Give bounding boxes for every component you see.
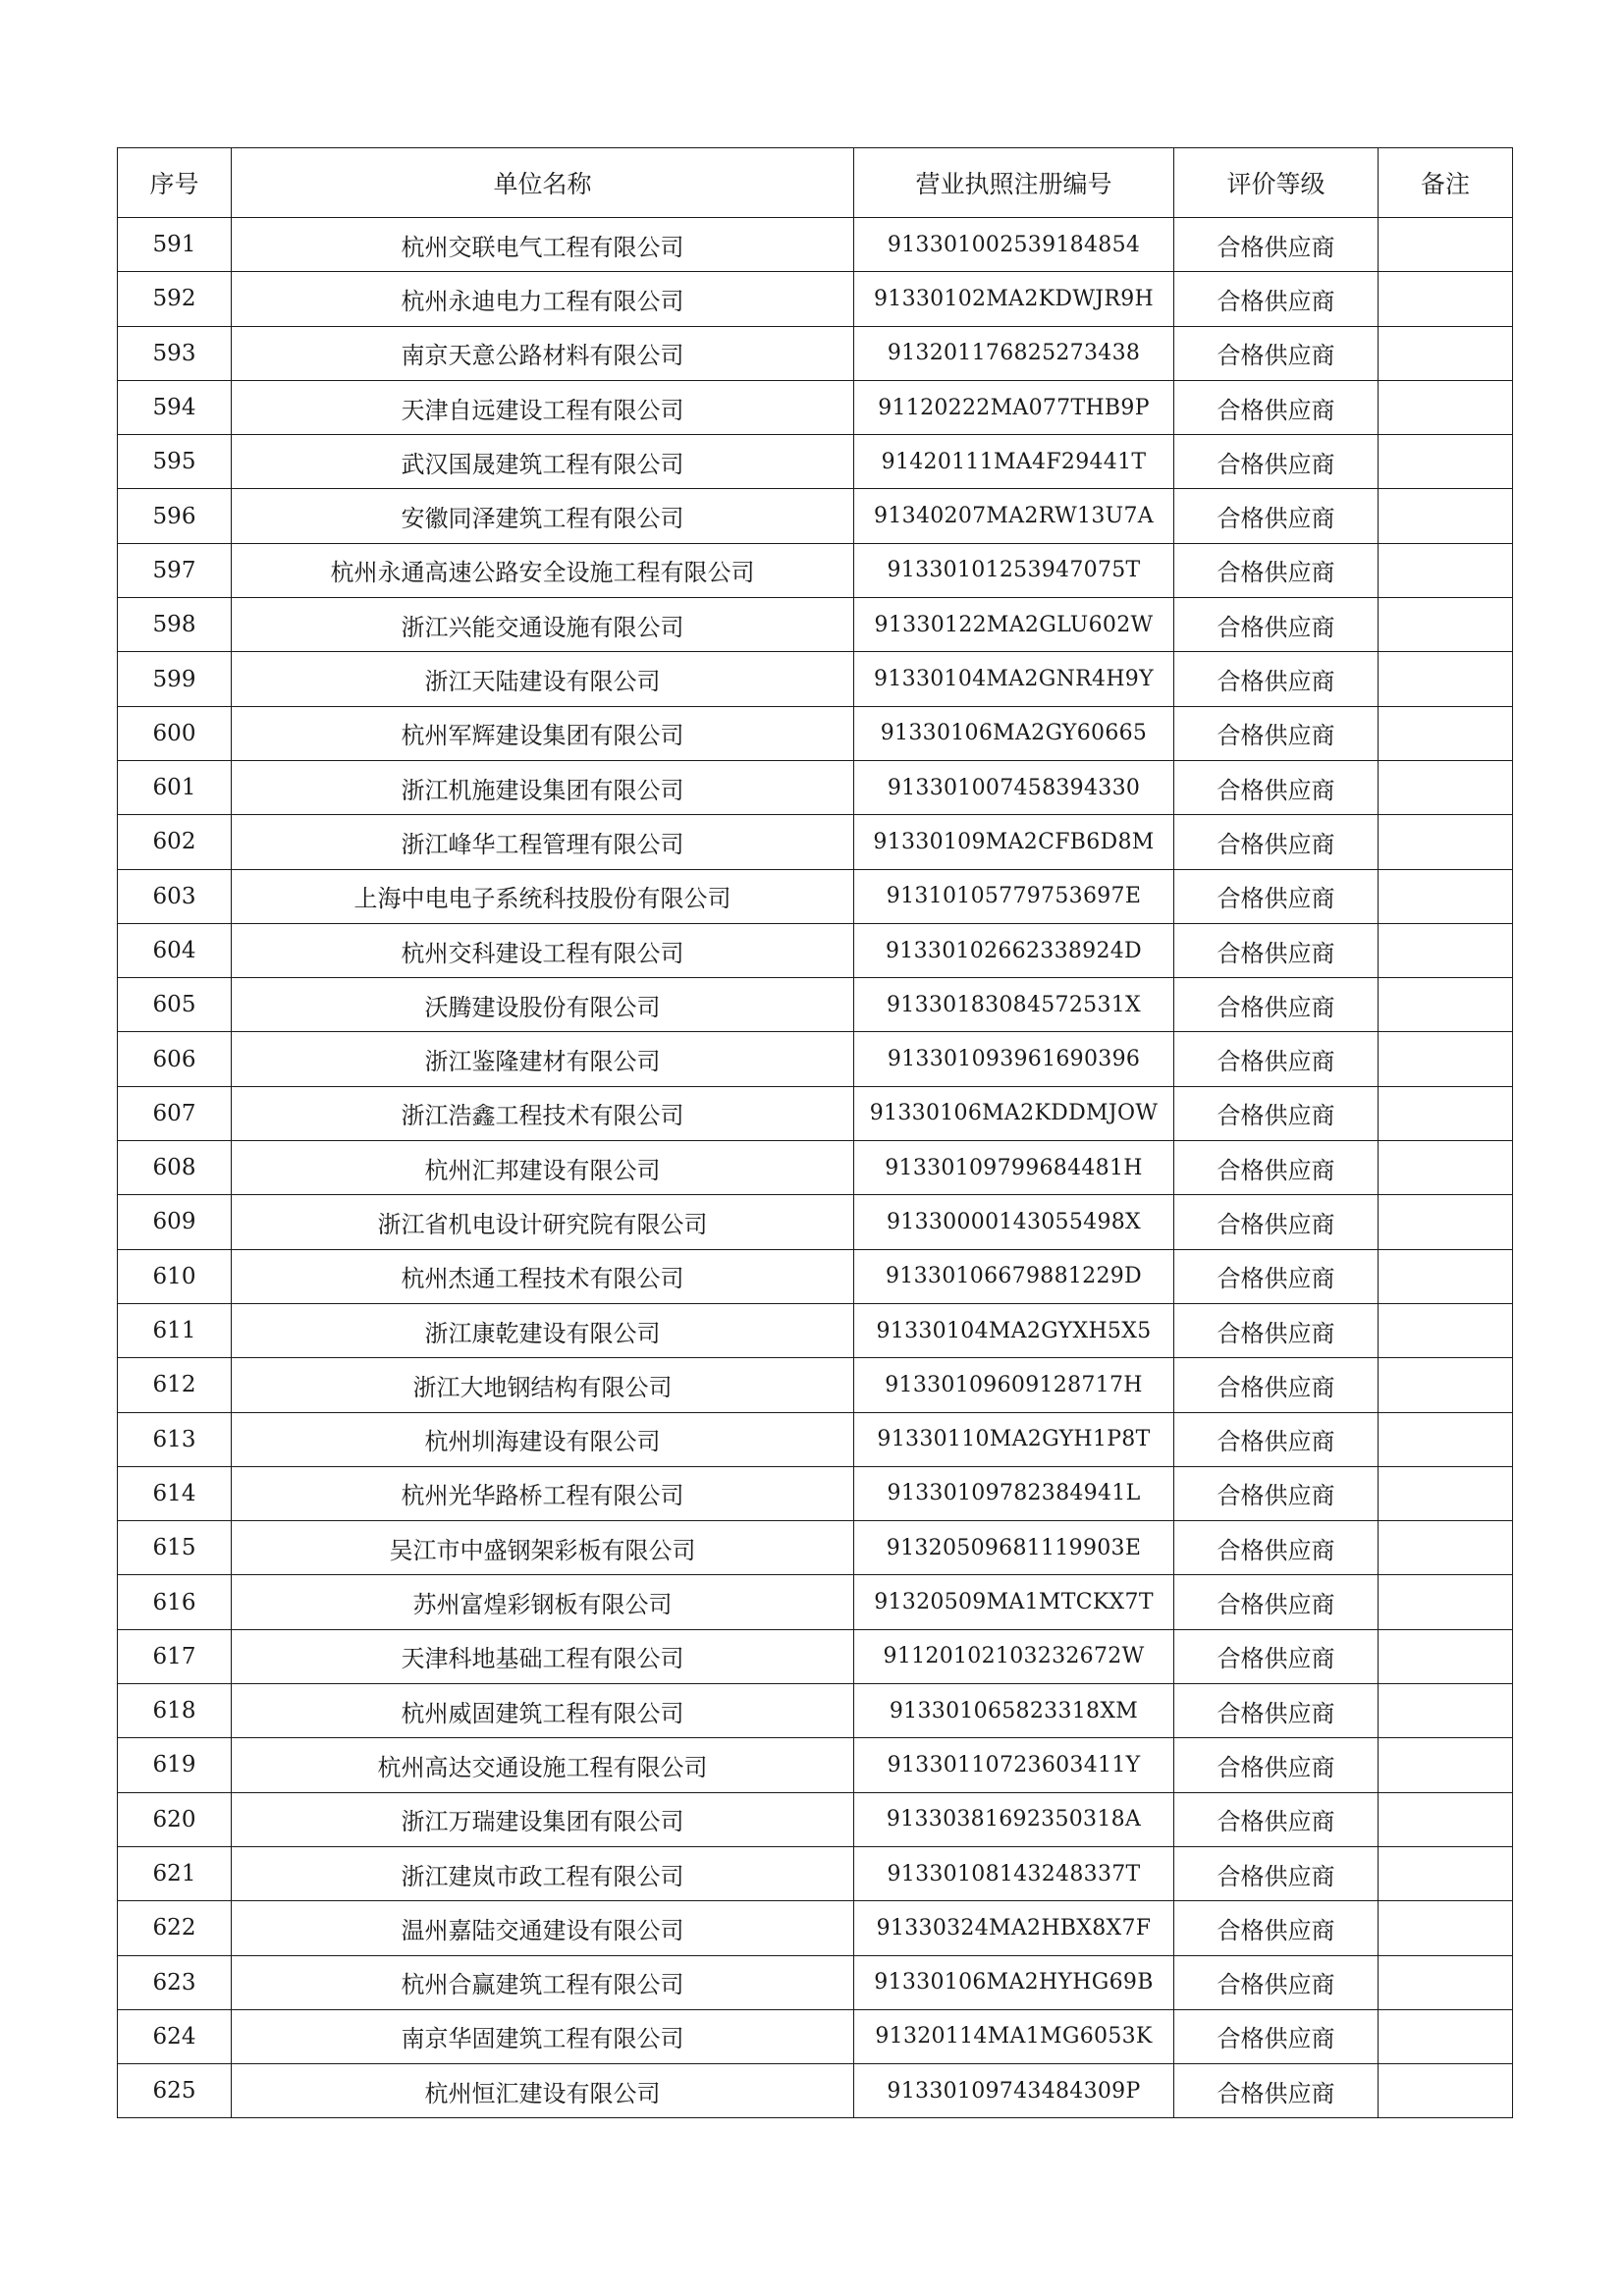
table-row xyxy=(118,489,1513,543)
cell-license-number: 91320509MA1MTCKX7T xyxy=(854,1575,1174,1629)
cell-seq: 602 xyxy=(118,815,232,869)
cell-grade: 合格供应商 xyxy=(1174,598,1379,652)
cell-grade: 合格供应商 xyxy=(1174,1955,1379,2009)
header-remark: 备注 xyxy=(1379,148,1513,218)
cell-grade: 合格供应商 xyxy=(1174,652,1379,706)
cell-remark xyxy=(1379,1358,1513,1412)
table-row xyxy=(118,1846,1513,1900)
header-row xyxy=(118,148,1513,218)
cell-license-number: 91330381692350318A xyxy=(854,1792,1174,1846)
table-row xyxy=(118,1141,1513,1195)
cell-company-name: 浙江大地钢结构有限公司 xyxy=(232,1358,854,1412)
table-header xyxy=(118,148,1513,218)
cell-license-number: 91340207MA2RW13U7A xyxy=(854,489,1174,543)
cell-seq: 616 xyxy=(118,1575,232,1629)
cell-company-name: 杭州恒汇建设有限公司 xyxy=(232,2064,854,2118)
table-row xyxy=(118,1032,1513,1086)
cell-seq: 612 xyxy=(118,1358,232,1412)
cell-remark xyxy=(1379,1032,1513,1086)
cell-company-name: 杭州永迪电力工程有限公司 xyxy=(232,272,854,326)
cell-grade: 合格供应商 xyxy=(1174,489,1379,543)
cell-company-name: 苏州富煌彩钢板有限公司 xyxy=(232,1575,854,1629)
cell-company-name: 南京天意公路材料有限公司 xyxy=(232,326,854,380)
table-row xyxy=(118,272,1513,326)
cell-remark xyxy=(1379,1141,1513,1195)
cell-license-number: 91330000143055498X xyxy=(854,1195,1174,1249)
cell-license-number: 91120102103232672W xyxy=(854,1629,1174,1683)
cell-license-number: 91330106679881229D xyxy=(854,1249,1174,1303)
cell-grade: 合格供应商 xyxy=(1174,815,1379,869)
cell-license-number: 91330106MA2KDDMJOW xyxy=(854,1086,1174,1140)
cell-seq: 619 xyxy=(118,1738,232,1792)
table-row xyxy=(118,1303,1513,1357)
cell-company-name: 浙江峰华工程管理有限公司 xyxy=(232,815,854,869)
header-seq: 序号 xyxy=(118,148,232,218)
cell-grade: 合格供应商 xyxy=(1174,1195,1379,1249)
cell-grade: 合格供应商 xyxy=(1174,706,1379,760)
table-row xyxy=(118,1575,1513,1629)
cell-seq: 607 xyxy=(118,1086,232,1140)
cell-company-name: 浙江省机电设计研究院有限公司 xyxy=(232,1195,854,1249)
cell-license-number: 913301007458394330 xyxy=(854,760,1174,814)
cell-license-number: 91330109MA2CFB6D8M xyxy=(854,815,1174,869)
cell-company-name: 杭州交科建设工程有限公司 xyxy=(232,923,854,977)
cell-remark xyxy=(1379,869,1513,923)
table-row xyxy=(118,1249,1513,1303)
cell-grade: 合格供应商 xyxy=(1174,1846,1379,1900)
cell-company-name: 天津自远建设工程有限公司 xyxy=(232,380,854,434)
table-row xyxy=(118,218,1513,272)
cell-company-name: 安徽同泽建筑工程有限公司 xyxy=(232,489,854,543)
cell-license-number: 91330122MA2GLU602W xyxy=(854,598,1174,652)
cell-remark xyxy=(1379,380,1513,434)
cell-grade: 合格供应商 xyxy=(1174,1629,1379,1683)
cell-seq: 608 xyxy=(118,1141,232,1195)
cell-company-name: 沃腾建设股份有限公司 xyxy=(232,978,854,1032)
cell-grade: 合格供应商 xyxy=(1174,1303,1379,1357)
cell-remark xyxy=(1379,218,1513,272)
cell-company-name: 浙江机施建设集团有限公司 xyxy=(232,760,854,814)
table-row xyxy=(118,2009,1513,2063)
cell-grade: 合格供应商 xyxy=(1174,1358,1379,1412)
cell-seq: 598 xyxy=(118,598,232,652)
cell-license-number: 91320509681119903E xyxy=(854,1521,1174,1575)
table-row xyxy=(118,869,1513,923)
cell-remark xyxy=(1379,1195,1513,1249)
cell-grade: 合格供应商 xyxy=(1174,1792,1379,1846)
cell-company-name: 浙江天陆建设有限公司 xyxy=(232,652,854,706)
cell-company-name: 杭州威固建筑工程有限公司 xyxy=(232,1684,854,1738)
cell-license-number: 91330101253947075T xyxy=(854,543,1174,597)
cell-license-number: 91330109609128717H xyxy=(854,1358,1174,1412)
cell-license-number: 91330106MA2HYHG69B xyxy=(854,1955,1174,2009)
cell-license-number: 91330109782384941L xyxy=(854,1466,1174,1520)
header-license: 营业执照注册编号 xyxy=(854,148,1174,218)
table-row xyxy=(118,652,1513,706)
table-row xyxy=(118,706,1513,760)
cell-company-name: 杭州高达交通设施工程有限公司 xyxy=(232,1738,854,1792)
table-row xyxy=(118,1629,1513,1683)
cell-remark xyxy=(1379,815,1513,869)
cell-seq: 600 xyxy=(118,706,232,760)
cell-company-name: 杭州汇邦建设有限公司 xyxy=(232,1141,854,1195)
cell-seq: 623 xyxy=(118,1955,232,2009)
cell-company-name: 上海中电电子系统科技股份有限公司 xyxy=(232,869,854,923)
cell-company-name: 浙江万瑞建设集团有限公司 xyxy=(232,1792,854,1846)
cell-grade: 合格供应商 xyxy=(1174,326,1379,380)
cell-grade: 合格供应商 xyxy=(1174,978,1379,1032)
cell-company-name: 杭州交联电气工程有限公司 xyxy=(232,218,854,272)
table-row xyxy=(118,978,1513,1032)
cell-grade: 合格供应商 xyxy=(1174,1412,1379,1466)
cell-grade: 合格供应商 xyxy=(1174,272,1379,326)
cell-remark xyxy=(1379,1792,1513,1846)
cell-grade: 合格供应商 xyxy=(1174,1141,1379,1195)
table-row xyxy=(118,815,1513,869)
cell-grade: 合格供应商 xyxy=(1174,923,1379,977)
cell-seq: 620 xyxy=(118,1792,232,1846)
cell-license-number: 91330102662338924D xyxy=(854,923,1174,977)
cell-company-name: 杭州光华路桥工程有限公司 xyxy=(232,1466,854,1520)
cell-grade: 合格供应商 xyxy=(1174,2009,1379,2063)
cell-seq: 610 xyxy=(118,1249,232,1303)
cell-remark xyxy=(1379,489,1513,543)
cell-company-name: 杭州杰通工程技术有限公司 xyxy=(232,1249,854,1303)
cell-remark xyxy=(1379,435,1513,489)
cell-seq: 621 xyxy=(118,1846,232,1900)
cell-remark xyxy=(1379,923,1513,977)
cell-seq: 605 xyxy=(118,978,232,1032)
cell-license-number: 91330183084572531X xyxy=(854,978,1174,1032)
cell-grade: 合格供应商 xyxy=(1174,760,1379,814)
cell-seq: 617 xyxy=(118,1629,232,1683)
cell-seq: 594 xyxy=(118,380,232,434)
cell-remark xyxy=(1379,2064,1513,2118)
cell-seq: 622 xyxy=(118,1901,232,1955)
table-row xyxy=(118,1792,1513,1846)
cell-license-number: 91330106MA2GY60665 xyxy=(854,706,1174,760)
cell-remark xyxy=(1379,326,1513,380)
cell-remark xyxy=(1379,1846,1513,1900)
table-row xyxy=(118,435,1513,489)
cell-license-number: 91310105779753697E xyxy=(854,869,1174,923)
cell-license-number: 91330109743484309P xyxy=(854,2064,1174,2118)
cell-remark xyxy=(1379,978,1513,1032)
cell-remark xyxy=(1379,706,1513,760)
cell-company-name: 浙江兴能交通设施有限公司 xyxy=(232,598,854,652)
cell-license-number: 91330102MA2KDWJR9H xyxy=(854,272,1174,326)
cell-remark xyxy=(1379,543,1513,597)
cell-grade: 合格供应商 xyxy=(1174,1738,1379,1792)
cell-remark xyxy=(1379,1086,1513,1140)
cell-license-number: 91330324MA2HBX8X7F xyxy=(854,1901,1174,1955)
cell-seq: 618 xyxy=(118,1684,232,1738)
cell-seq: 601 xyxy=(118,760,232,814)
table-row xyxy=(118,923,1513,977)
cell-company-name: 杭州永通高速公路安全设施工程有限公司 xyxy=(232,543,854,597)
cell-seq: 606 xyxy=(118,1032,232,1086)
table-row xyxy=(118,380,1513,434)
table-row xyxy=(118,1738,1513,1792)
cell-seq: 604 xyxy=(118,923,232,977)
header-grade: 评价等级 xyxy=(1174,148,1379,218)
cell-license-number: 91330108143248337T xyxy=(854,1846,1174,1900)
table-row xyxy=(118,1521,1513,1575)
cell-company-name: 浙江建岚市政工程有限公司 xyxy=(232,1846,854,1900)
cell-seq: 597 xyxy=(118,543,232,597)
cell-remark xyxy=(1379,1738,1513,1792)
cell-grade: 合格供应商 xyxy=(1174,869,1379,923)
cell-remark xyxy=(1379,2009,1513,2063)
cell-company-name: 浙江浩鑫工程技术有限公司 xyxy=(232,1086,854,1140)
cell-seq: 596 xyxy=(118,489,232,543)
cell-license-number: 91330109799684481H xyxy=(854,1141,1174,1195)
table-row xyxy=(118,1955,1513,2009)
cell-company-name: 南京华固建筑工程有限公司 xyxy=(232,2009,854,2063)
cell-company-name: 杭州圳海建设有限公司 xyxy=(232,1412,854,1466)
table-row xyxy=(118,1195,1513,1249)
table-row xyxy=(118,2064,1513,2118)
cell-remark xyxy=(1379,598,1513,652)
cell-grade: 合格供应商 xyxy=(1174,1466,1379,1520)
cell-seq: 625 xyxy=(118,2064,232,2118)
cell-license-number: 913201176825273438 xyxy=(854,326,1174,380)
cell-grade: 合格供应商 xyxy=(1174,543,1379,597)
cell-grade: 合格供应商 xyxy=(1174,1901,1379,1955)
table-row xyxy=(118,1901,1513,1955)
table-row xyxy=(118,760,1513,814)
cell-license-number: 913301002539184854 xyxy=(854,218,1174,272)
cell-seq: 592 xyxy=(118,272,232,326)
cell-license-number: 91330110723603411Y xyxy=(854,1738,1174,1792)
cell-license-number: 913301093961690396 xyxy=(854,1032,1174,1086)
cell-company-name: 浙江康乾建设有限公司 xyxy=(232,1303,854,1357)
cell-company-name: 杭州军辉建设集团有限公司 xyxy=(232,706,854,760)
cell-license-number: 91120222MA077THB9P xyxy=(854,380,1174,434)
cell-grade: 合格供应商 xyxy=(1174,380,1379,434)
table-row xyxy=(118,1684,1513,1738)
cell-remark xyxy=(1379,1521,1513,1575)
table-row xyxy=(118,1086,1513,1140)
table-row xyxy=(118,543,1513,597)
cell-license-number: 91330110MA2GYH1P8T xyxy=(854,1412,1174,1466)
cell-grade: 合格供应商 xyxy=(1174,1684,1379,1738)
cell-company-name: 杭州合赢建筑工程有限公司 xyxy=(232,1955,854,2009)
cell-remark xyxy=(1379,1629,1513,1683)
cell-license-number: 913301065823318XM xyxy=(854,1684,1174,1738)
cell-grade: 合格供应商 xyxy=(1174,1575,1379,1629)
cell-seq: 591 xyxy=(118,218,232,272)
cell-seq: 609 xyxy=(118,1195,232,1249)
cell-grade: 合格供应商 xyxy=(1174,1032,1379,1086)
cell-seq: 613 xyxy=(118,1412,232,1466)
table-row xyxy=(118,326,1513,380)
cell-remark xyxy=(1379,760,1513,814)
cell-seq: 624 xyxy=(118,2009,232,2063)
cell-company-name: 武汉国晟建筑工程有限公司 xyxy=(232,435,854,489)
cell-seq: 593 xyxy=(118,326,232,380)
cell-grade: 合格供应商 xyxy=(1174,2064,1379,2118)
cell-grade: 合格供应商 xyxy=(1174,1249,1379,1303)
cell-seq: 599 xyxy=(118,652,232,706)
cell-grade: 合格供应商 xyxy=(1174,218,1379,272)
supplier-table xyxy=(117,147,1513,2118)
cell-license-number: 91320114MA1MG6053K xyxy=(854,2009,1174,2063)
header-name: 单位名称 xyxy=(232,148,854,218)
cell-license-number: 91330104MA2GNR4H9Y xyxy=(854,652,1174,706)
cell-remark xyxy=(1379,1901,1513,1955)
cell-remark xyxy=(1379,1249,1513,1303)
cell-grade: 合格供应商 xyxy=(1174,1086,1379,1140)
cell-remark xyxy=(1379,652,1513,706)
table-row xyxy=(118,1358,1513,1412)
table-row xyxy=(118,1412,1513,1466)
cell-license-number: 91420111MA4F29441T xyxy=(854,435,1174,489)
cell-seq: 615 xyxy=(118,1521,232,1575)
table-row xyxy=(118,1466,1513,1520)
cell-seq: 614 xyxy=(118,1466,232,1520)
cell-seq: 603 xyxy=(118,869,232,923)
cell-remark xyxy=(1379,1575,1513,1629)
cell-remark xyxy=(1379,1684,1513,1738)
cell-grade: 合格供应商 xyxy=(1174,435,1379,489)
cell-grade: 合格供应商 xyxy=(1174,1521,1379,1575)
cell-seq: 611 xyxy=(118,1303,232,1357)
cell-remark xyxy=(1379,1955,1513,2009)
table-body xyxy=(118,218,1513,2118)
cell-remark xyxy=(1379,272,1513,326)
cell-seq: 595 xyxy=(118,435,232,489)
table-row xyxy=(118,598,1513,652)
cell-license-number: 91330104MA2GYXH5X5 xyxy=(854,1303,1174,1357)
cell-company-name: 吴江市中盛钢架彩板有限公司 xyxy=(232,1521,854,1575)
cell-company-name: 浙江鉴隆建材有限公司 xyxy=(232,1032,854,1086)
cell-remark xyxy=(1379,1303,1513,1357)
cell-company-name: 温州嘉陆交通建设有限公司 xyxy=(232,1901,854,1955)
cell-company-name: 天津科地基础工程有限公司 xyxy=(232,1629,854,1683)
cell-remark xyxy=(1379,1412,1513,1466)
cell-remark xyxy=(1379,1466,1513,1520)
